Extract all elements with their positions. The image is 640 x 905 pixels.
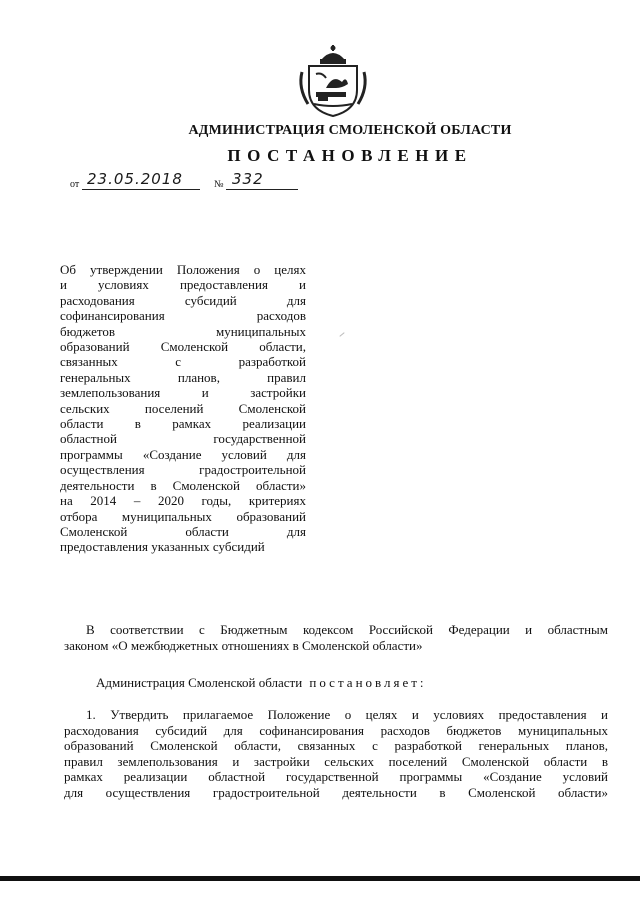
number-underline	[226, 189, 298, 190]
paragraph-line: законом «О межбюджетных отношениях в Смоленской области»	[64, 637, 423, 653]
subject-line: отбора муниципальных образований	[60, 508, 306, 524]
date-label: от	[70, 179, 80, 190]
subject-line: областной государственной	[60, 431, 306, 447]
date-value: 23.05.2018	[87, 170, 183, 188]
subject-line: области в рамках реализации	[60, 416, 306, 432]
number-label: №	[214, 179, 224, 190]
paragraph-line: для осуществления градостроительной деятельности в Смоленской области»	[64, 784, 608, 800]
resolution-paragraph	[96, 675, 596, 691]
number-value: 332	[232, 170, 264, 188]
organization-title: АДМИНИСТРАЦИЯ СМОЛЕНСКОЙ ОБЛАСТИ	[188, 123, 512, 138]
subject-line: софинансирования расходов	[60, 308, 306, 324]
subject-line: расходования субсидий для	[60, 292, 306, 308]
document-type-title: ПОСТАНОВЛЕНИЕ	[227, 146, 473, 165]
paragraph-line: 1. Утвердить прилагаемое Положение о целях и условиях предоставления и	[86, 707, 608, 722]
subject-line: и условиях предоставления и	[60, 277, 306, 293]
page-bottom-border	[0, 876, 640, 881]
subject-line: сельских поселений Смоленской	[60, 400, 306, 416]
subject-line: на 2014 – 2020 годы, критериях	[60, 493, 306, 509]
subject-line: предоставления указанных субсидий	[60, 539, 265, 555]
paragraph-line: образований Смоленской области, связанных с разработкой генеральных планов,	[64, 738, 608, 754]
paragraph-line: правил землепользования и застройки сельских поселений Смоленской области в	[64, 753, 608, 769]
resolution-text: Администрация Смоленской области	[96, 675, 303, 690]
subject-line: деятельности в Смоленской области»	[60, 477, 306, 493]
subject-line: связанных с разработкой	[60, 354, 306, 370]
document-subject	[60, 262, 306, 555]
resolution-verb: постановляет:	[309, 675, 427, 690]
subject-line: Об утверждении Положения о целях	[60, 262, 306, 277]
date-underline	[82, 189, 200, 190]
paragraph-line: расходования субсидий для софинансирования расходов бюджетов муниципальных	[64, 722, 608, 738]
paragraph-line: рамках реализации областной государственной программы «Создание условий	[64, 769, 608, 785]
coat-of-arms-emblem	[296, 44, 370, 118]
paragraph-line: В соответствии с Бюджетным кодексом Российской Федерации и областным	[86, 622, 608, 637]
subject-line: землепользования и застройки	[60, 385, 306, 401]
subject-line: образований Смоленской области,	[60, 339, 306, 355]
subject-line: генеральных планов, правил	[60, 369, 306, 385]
subject-line: бюджетов муниципальных	[60, 323, 306, 339]
subject-line: осуществления градостроительной	[60, 462, 306, 478]
item-1-paragraph	[64, 707, 608, 801]
subject-line: программы «Создание условий для	[60, 446, 306, 462]
scan-mark	[339, 332, 344, 337]
preamble-paragraph	[64, 622, 608, 653]
subject-line: Смоленской области для	[60, 523, 306, 539]
